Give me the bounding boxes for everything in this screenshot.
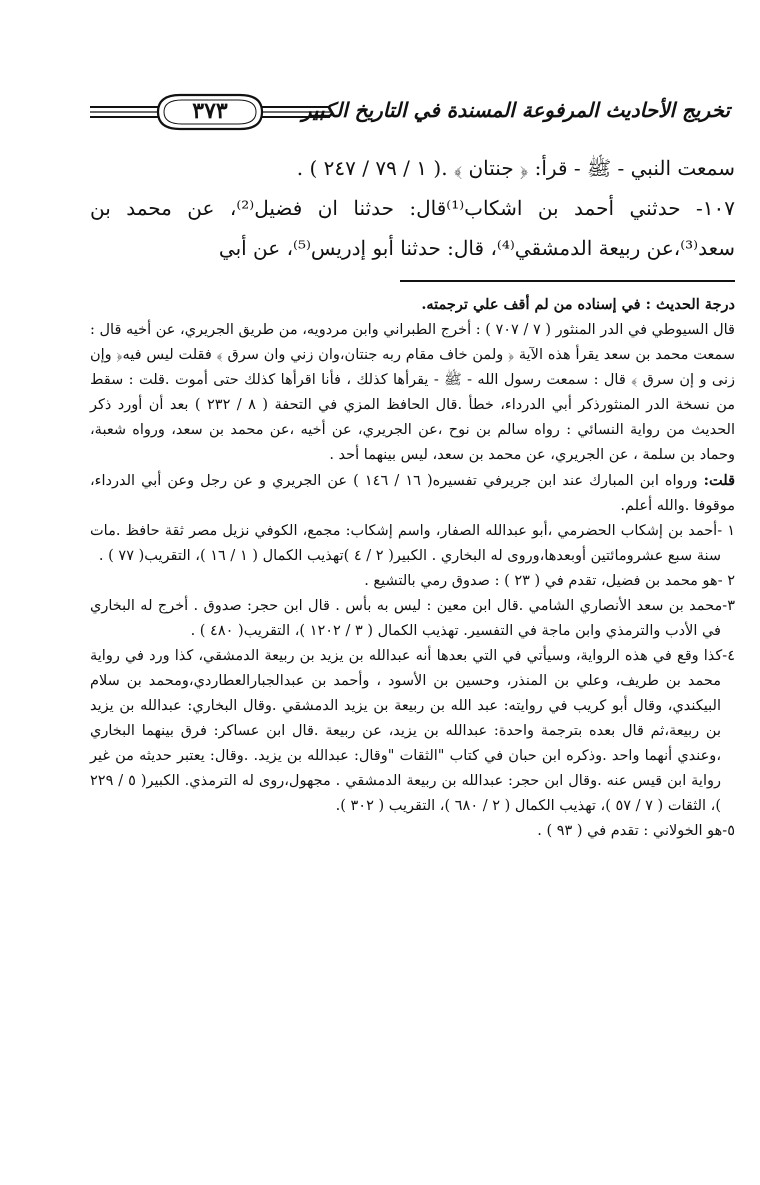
qult-paragraph — [90, 468, 735, 519]
grade-text: في إسناده من لم أقف علي ترجمته. — [421, 296, 646, 313]
page-number-ornament — [90, 92, 330, 132]
footnote-4: ٤-كذا وقع في هذه الرواية، وسيأتي في التي بعدها أنه عبدالله بن يزيد بن ربيعة الدمشقي، كذا ورد في رواية محمد بن طريف، وعلي بن المنذر، وحسين بن الأسود ، وأحمد بن عبدالجبارالعطاردي،ومحمد بن سلام البيكندي، وقال أبو كريب في روايته: عبد الله بن ربيعة بن يزيد الدمشقي .وقال البخاري: عبدالله بن يزيد بن ربيعة،ثم قال بعده بترجمة واحدة: عبدالله بن يزيد، عن ربيعة .قال ابن عساكر: فرق بينهما البخاري ،وعندي أنهما واحد .وذكره ابن حبان في كتاب "الثقات "وقال: عبدالله بن يزيد. .وقال: يعتبر حديثه من غير رواية ابن قيس عنه .وقال ابن حجر: عبدالله بن ربيعة الدمشقي . مجهول،روى له الترمذي. الكبير( ٥ / ٢٢٩ )، الثقات ( ٧ / ٥٧ )، تهذيب الكمال ( ٢ / ٦٨٠ )، التقريب ( ٣٠٢ ). — [90, 648, 735, 814]
qult-text: ورواه ابن المبارك عند ابن جريرفي تفسيره( ١٦ / ١٤٦ ) عن الجريري و عن رجل وعن أبي الدرداء، موقوفا .والله أعلم. — [90, 473, 735, 514]
footnote-1: ١ -أحمد بن إشكاب الحضرمي ،أبو عبدالله الصفار، واسم إشكاب: مجمع، الكوفي نزيل مصر ثقة حافظ .مات سنة سبع عشرومائتين أوبعدها،وروى له البخاري . الكبير( ٢ / ٤ )تهذيب الكمال ( ١ / ١٦ )، التقريب( ٧٧ ) . — [90, 523, 735, 564]
hadith-grade — [90, 292, 735, 318]
footnotes — [90, 292, 735, 844]
grade-label: درجة الحديث : — [645, 296, 735, 313]
running-header — [90, 92, 730, 132]
main-text — [90, 148, 735, 268]
takhrij-paragraph: قال السيوطي في الدر المنثور ( ٧ / ٧٠٧ ) : أخرج الطبراني وابن مردويه، من طريق الجريري، عن أخيه قال : سمعت محمد بن سعد يقرأ هذه الآية ﴿ ولمن خاف مقام ربه جنتان،وان زني وان سرق ﴾ فقلت ليس فيه﴿ وإن زنى و إن سرق ﴾ قال : سمعت رسول الله - ﷺ - يقرأها كذلك ، فأنا اقرأها كذلك حتى أموت .قلت : سقط من نسخة الدر المنثورذكر أبي الدرداء، خطأ .قال الحافظ المزي في التحفة ( ٨ / ٢٣٢ ) بعد أن أورد ذكر الحديث من رواية النسائي : رواه سالم بن نوح ،عن الجريري، عن أخيه ،عن محمد بن سعد، ورواه شعبة، وحماد بن سلمة ، عن الجريري، عن محمد بن سعد، ليس بينهما أحد . — [90, 322, 736, 463]
footnote-2: ٢ -هو محمد بن فضيل، تقدم في ( ٢٣ ) : صدوق رمي بالتشيع . — [364, 573, 735, 589]
qult-label: قلت: — [703, 472, 735, 489]
main-paragraph: سمعت النبي - ﷺ - قرأ: ﴿ جنتان ﴾ .( ١ / ٧٩ / ٢٤٧ ) . — [296, 156, 735, 180]
page-number: ٣٧٣ — [192, 98, 228, 124]
running-title: تخريج الأحاديث المرفوعة المسندة في التاريخ الكبير — [301, 98, 730, 122]
hadith-107: ١٠٧- حدثني أحمد بن اشكاب⁽¹⁾قال: حدثنا ان فضيل⁽²⁾، عن محمد بن سعد⁽³⁾،عن ربيعة الدمشقي⁽⁴⁾، قال: حدثنا أبو إدريس⁽⁵⁾، عن أبي — [90, 196, 735, 260]
footnote-separator — [400, 280, 735, 282]
footnote-5: ٥-هو الخولاني : تقدم في ( ٩٣ ) . — [537, 823, 735, 839]
footnote-3: ٣-محمد بن سعد الأنصاري الشامي .قال ابن معين : ليس به بأس . قال ابن حجر: صدوق . أخرج له البخاري في الأدب والترمذي وابن ماجة في التفسير. تهذيب الكمال ( ٣ / ١٢٠٢ )، التقريب( ٤٨٠ ) . — [90, 598, 735, 639]
